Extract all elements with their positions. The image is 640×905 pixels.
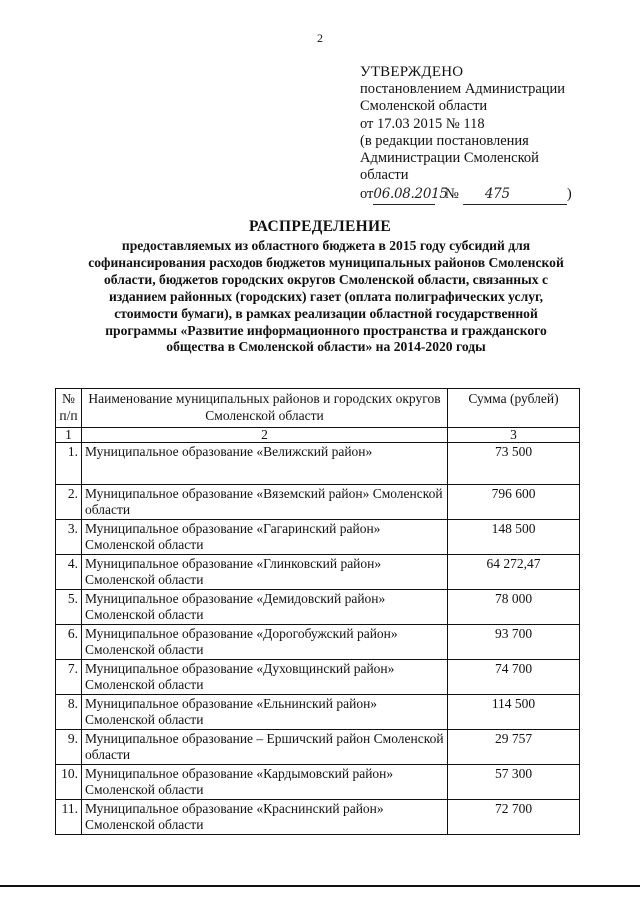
column-index: 2 (82, 428, 448, 443)
row-name: Муниципальное образование «Духовщинский район» Смоленской области (82, 660, 448, 695)
row-name: Муниципальное образование – Ершичский район Смоленской области (82, 730, 448, 765)
subtitle-line: стоимости бумаги), в рамках реализации областной государственной (114, 305, 538, 321)
row-name: Муниципальное образование «Вяземский район» Смоленской области (82, 485, 448, 520)
row-sum: 57 300 (448, 765, 580, 800)
row-name: Муниципальное образование «Кардымовский район» Смоленской области (82, 765, 448, 800)
row-name: Муниципальное образование «Демидовский район» Смоленской области (82, 590, 448, 625)
amendment-date-line (360, 186, 630, 210)
row-number: 10. (56, 765, 82, 800)
table-row (56, 730, 580, 765)
row-sum: 78 000 (448, 590, 580, 625)
row-sum: 148 500 (448, 520, 580, 555)
subtitle-line: области, бюджетов городских округов Смоленской области, связанных с (104, 271, 548, 287)
approval-line: Смоленской области (360, 98, 488, 115)
row-name: Муниципальное образование «Глинковский район» Смоленской области (82, 555, 448, 590)
table-row (56, 590, 580, 625)
row-name: Муниципальное образование «Краснинский район» Смоленской области (82, 800, 448, 835)
row-name: Муниципальное образование «Гагаринский район» Смоленской области (82, 520, 448, 555)
row-number: 8. (56, 695, 82, 730)
handwritten-number-field (463, 186, 567, 204)
number-prefix: № (445, 186, 459, 203)
handwritten-date: 06.08.2015 (373, 186, 448, 203)
table-row (56, 625, 580, 660)
document-subtitle (66, 238, 586, 356)
row-sum: 74 700 (448, 660, 580, 695)
table-header-row (56, 389, 580, 428)
row-number: 1. (56, 443, 82, 485)
document-title: РАСПРЕДЕЛЕНИЕ (249, 218, 391, 235)
table-row (56, 555, 580, 590)
column-index: 3 (448, 428, 580, 443)
column-index-row (56, 428, 580, 443)
row-number: 6. (56, 625, 82, 660)
subtitle-line: общества в Смоленской области» на 2014-2020 годы (166, 339, 486, 355)
row-number: 5. (56, 590, 82, 625)
subtitle-line: изданием районных (городских) газет (оплата полиграфических услуг, (108, 288, 544, 304)
header-sum: Сумма (рублей) (448, 389, 580, 428)
row-number: 7. (56, 660, 82, 695)
approval-line: постановлением Администрации (360, 81, 566, 98)
row-name: Муниципальное образование «Велижский район» (82, 443, 448, 485)
approval-line: от 17.03 2015 № 118 (360, 115, 485, 132)
header-number: № п/п (56, 389, 82, 428)
date-suffix: ) (566, 186, 572, 203)
handwritten-date-field (373, 186, 448, 204)
table-row (56, 520, 580, 555)
row-sum: 114 500 (448, 695, 580, 730)
handwritten-number: 475 (484, 186, 510, 203)
table-row (56, 485, 580, 520)
row-name: Муниципальное образование «Дорогобужский район» Смоленской области (82, 625, 448, 660)
row-number: 11. (56, 800, 82, 835)
scan-edge-line (0, 885, 640, 887)
date-prefix: от (360, 186, 374, 203)
row-number: 2. (56, 485, 82, 520)
approval-line: области (360, 167, 409, 184)
table-row (56, 660, 580, 695)
table-row (56, 765, 580, 800)
page-number: 2 (317, 31, 323, 45)
row-name: Муниципальное образование «Ельнинский район» Смоленской области (82, 695, 448, 730)
row-number: 4. (56, 555, 82, 590)
row-sum: 29 757 (448, 730, 580, 765)
row-number: 3. (56, 520, 82, 555)
row-number: 9. (56, 730, 82, 765)
approval-block (360, 64, 630, 210)
column-index: 1 (56, 428, 82, 443)
subtitle-line: программы «Развитие информационного пространства и гражданского (105, 322, 547, 338)
allocation-table (55, 388, 580, 835)
row-sum: 64 272,47 (448, 555, 580, 590)
approval-line: (в редакции постановления (360, 132, 529, 149)
row-sum: 93 700 (448, 625, 580, 660)
header-name: Наименование муниципальных районов и городских округов Смоленской области (82, 389, 448, 428)
table-row (56, 800, 580, 835)
approval-line: Администрации Смоленской (360, 150, 539, 167)
table-row (56, 695, 580, 730)
subtitle-line: софинансирования расходов бюджетов муниципальных районов Смоленской (88, 254, 564, 270)
row-sum: 72 700 (448, 800, 580, 835)
row-sum: 73 500 (448, 443, 580, 485)
table-row (56, 443, 580, 485)
approval-heading: УТВЕРЖДЕНО (360, 64, 464, 80)
row-sum: 796 600 (448, 485, 580, 520)
subtitle-line: предоставляемых из областного бюджета в 2015 году субсидий для (121, 238, 531, 253)
